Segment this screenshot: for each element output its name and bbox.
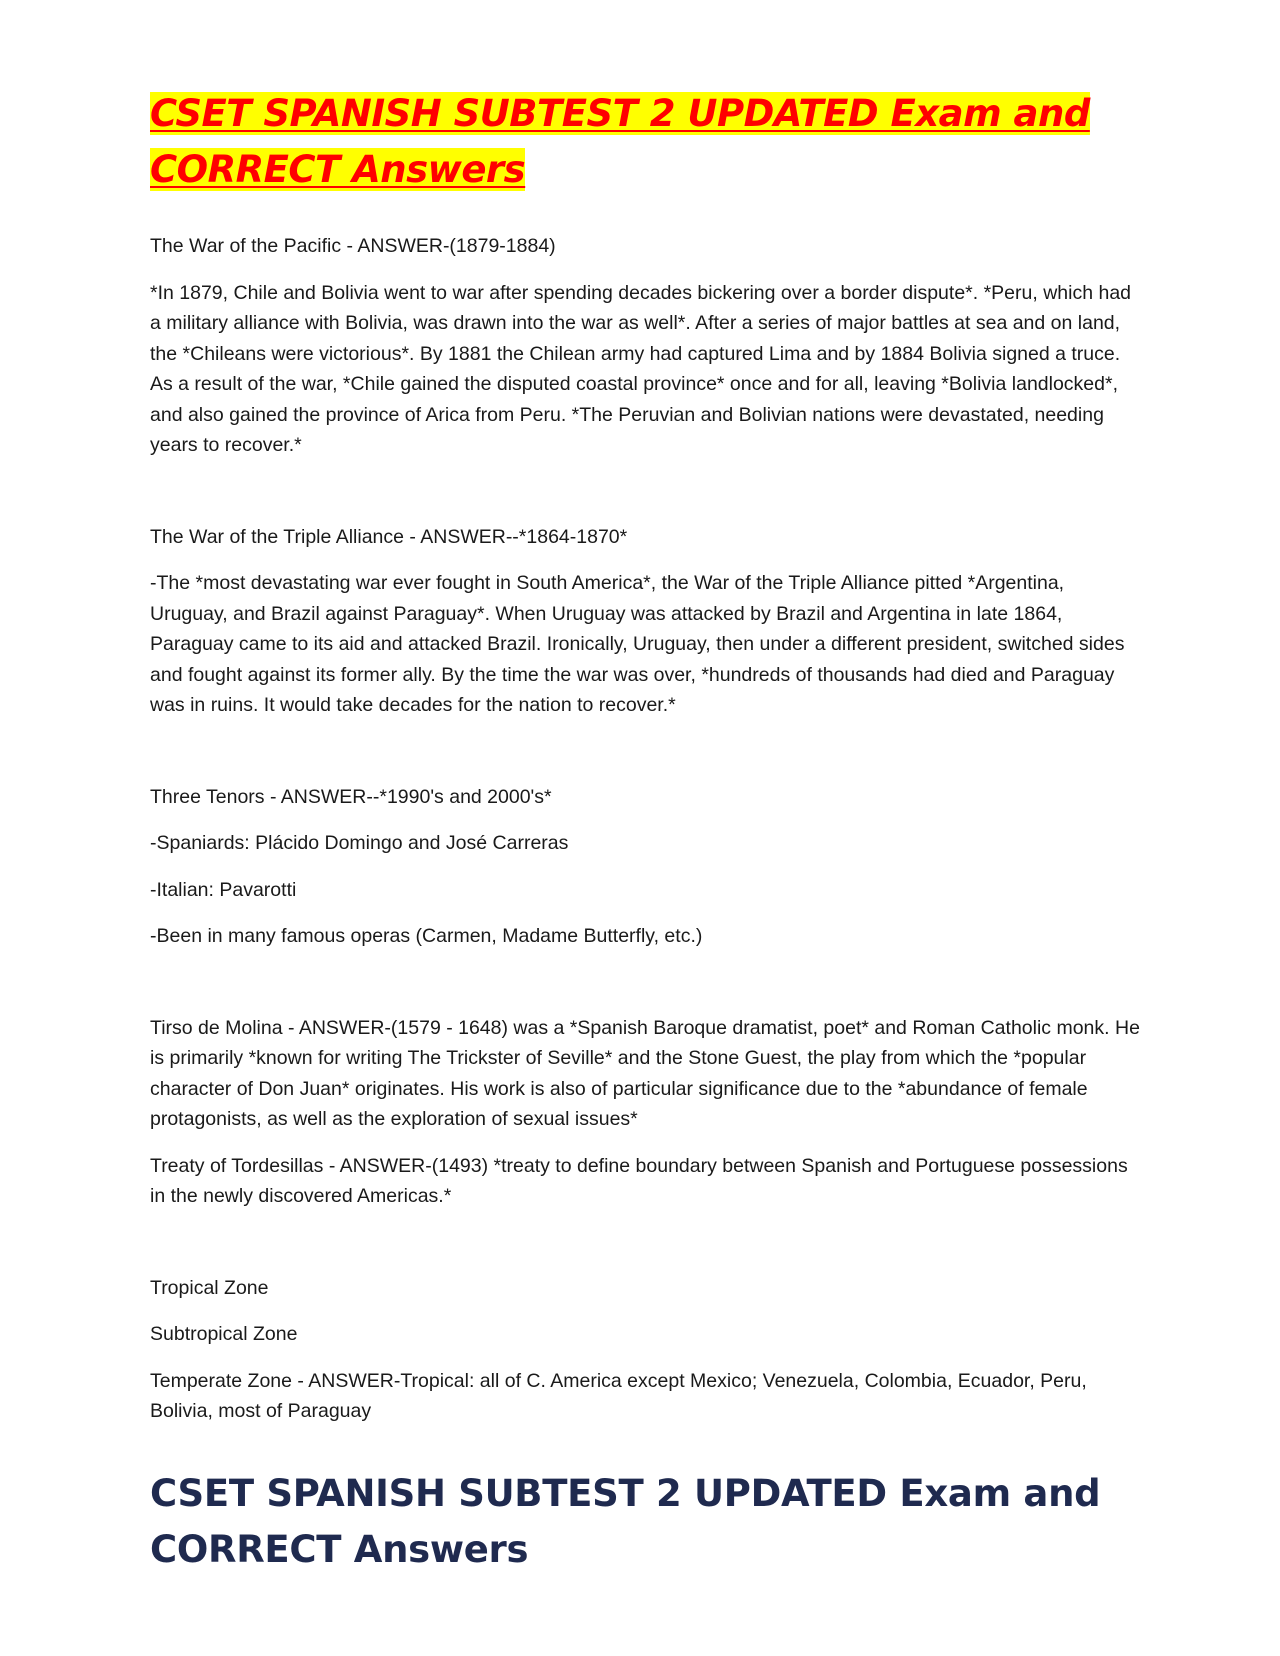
spacer bbox=[150, 552, 1140, 568]
spacer bbox=[150, 1303, 1140, 1319]
spacer bbox=[150, 721, 1140, 782]
card-answer-line: -Spaniards: Plácido Domingo and José Carreras bbox=[150, 832, 569, 854]
card-entry: Tirso de Molina - ANSWER-(1579 - 1648) was a *Spanish Baroque dramatist, poet* and Roman Catholic monk. He is primarily *known for writing The Trickster of Seville* and the Stone Guest, the play from which the *popular character of Don Juan* originates. His work is also of particular significance due to the *abundance of female protagonists, as well as the exploration of sexual issues* bbox=[150, 1016, 1140, 1130]
spacer bbox=[150, 859, 1140, 875]
card-answer: *In 1879, Chile and Bolivia went to war after spending decades bickering over a border dispute*. *Peru, which had a military alliance with Bolivia, was drawn into the war as well*. After a series of major battles at sea and on land, the *Chileans were victorious*. By 1881 the Chilean army had captured Lima and by 1884 Bolivia signed a truce. As a result of the war, *Chile gained the disputed coastal province* once and for all, leaving *Bolivia landlocked*, and also gained the province of Arica from Peru. *The Peruvian and Bolivian nations were devastated, needing years to recover.* bbox=[150, 281, 1132, 456]
spacer bbox=[150, 461, 1140, 522]
spacer bbox=[150, 905, 1140, 921]
card-answer: -The *most devastating war ever fought in South America*, the War of the Triple Alliance pitted *Argentina, Uruguay, and Brazil against Paraguay*. When Uruguay was attacked by Brazil and Argentina in late 1864, Paraguay came to its aid and attacked Brazil. Ironically, Uruguay, then under a different president, switched sides and fought against its former ally. By the time the war was over, *hundreds of thousands had died and Paraguay was in ruins. It would take decades for the nation to recover.* bbox=[150, 572, 1125, 716]
footer-title: CSET SPANISH SUBTEST 2 UPDATED Exam and CORRECT Answers bbox=[150, 1472, 1101, 1571]
document-title-text: CSET SPANISH SUBTEST 2 UPDATED Exam and CORRECT Answers bbox=[150, 92, 1090, 191]
card-entry: Treaty of Tordesillas - ANSWER-(1493) *treaty to define boundary between Spanish and Portuguese possessions in the newly discovered Americas.* bbox=[150, 1154, 1128, 1207]
card-question-line: Tropical Zone bbox=[150, 1276, 269, 1299]
card-question: The War of the Pacific - ANSWER-(1879-1884) bbox=[150, 235, 556, 257]
document-page bbox=[150, 86, 1140, 1427]
card-question: Three Tenors - ANSWER--*1990's and 2000's* bbox=[150, 785, 552, 808]
spacer bbox=[150, 198, 1140, 231]
spacer bbox=[150, 1135, 1140, 1151]
spacer bbox=[150, 1350, 1140, 1366]
card-question-line: Subtropical Zone bbox=[150, 1323, 298, 1345]
card-entry: Temperate Zone - ANSWER-Tropical: all of C. America except Mexico; Venezuela, Colombia, Ecuador, Peru, Bolivia, most of Paraguay bbox=[150, 1369, 1087, 1422]
spacer bbox=[150, 812, 1140, 828]
spacer bbox=[150, 1212, 1140, 1273]
spacer bbox=[150, 262, 1140, 278]
card-answer-line: -Italian: Pavarotti bbox=[150, 878, 297, 901]
document-title bbox=[150, 86, 1140, 198]
spacer bbox=[150, 952, 1140, 1013]
card-question: The War of the Triple Alliance - ANSWER--*1864-1870* bbox=[150, 525, 628, 548]
card-answer-line: -Been in many famous operas (Carmen, Madame Butterfly, etc.) bbox=[150, 925, 703, 947]
